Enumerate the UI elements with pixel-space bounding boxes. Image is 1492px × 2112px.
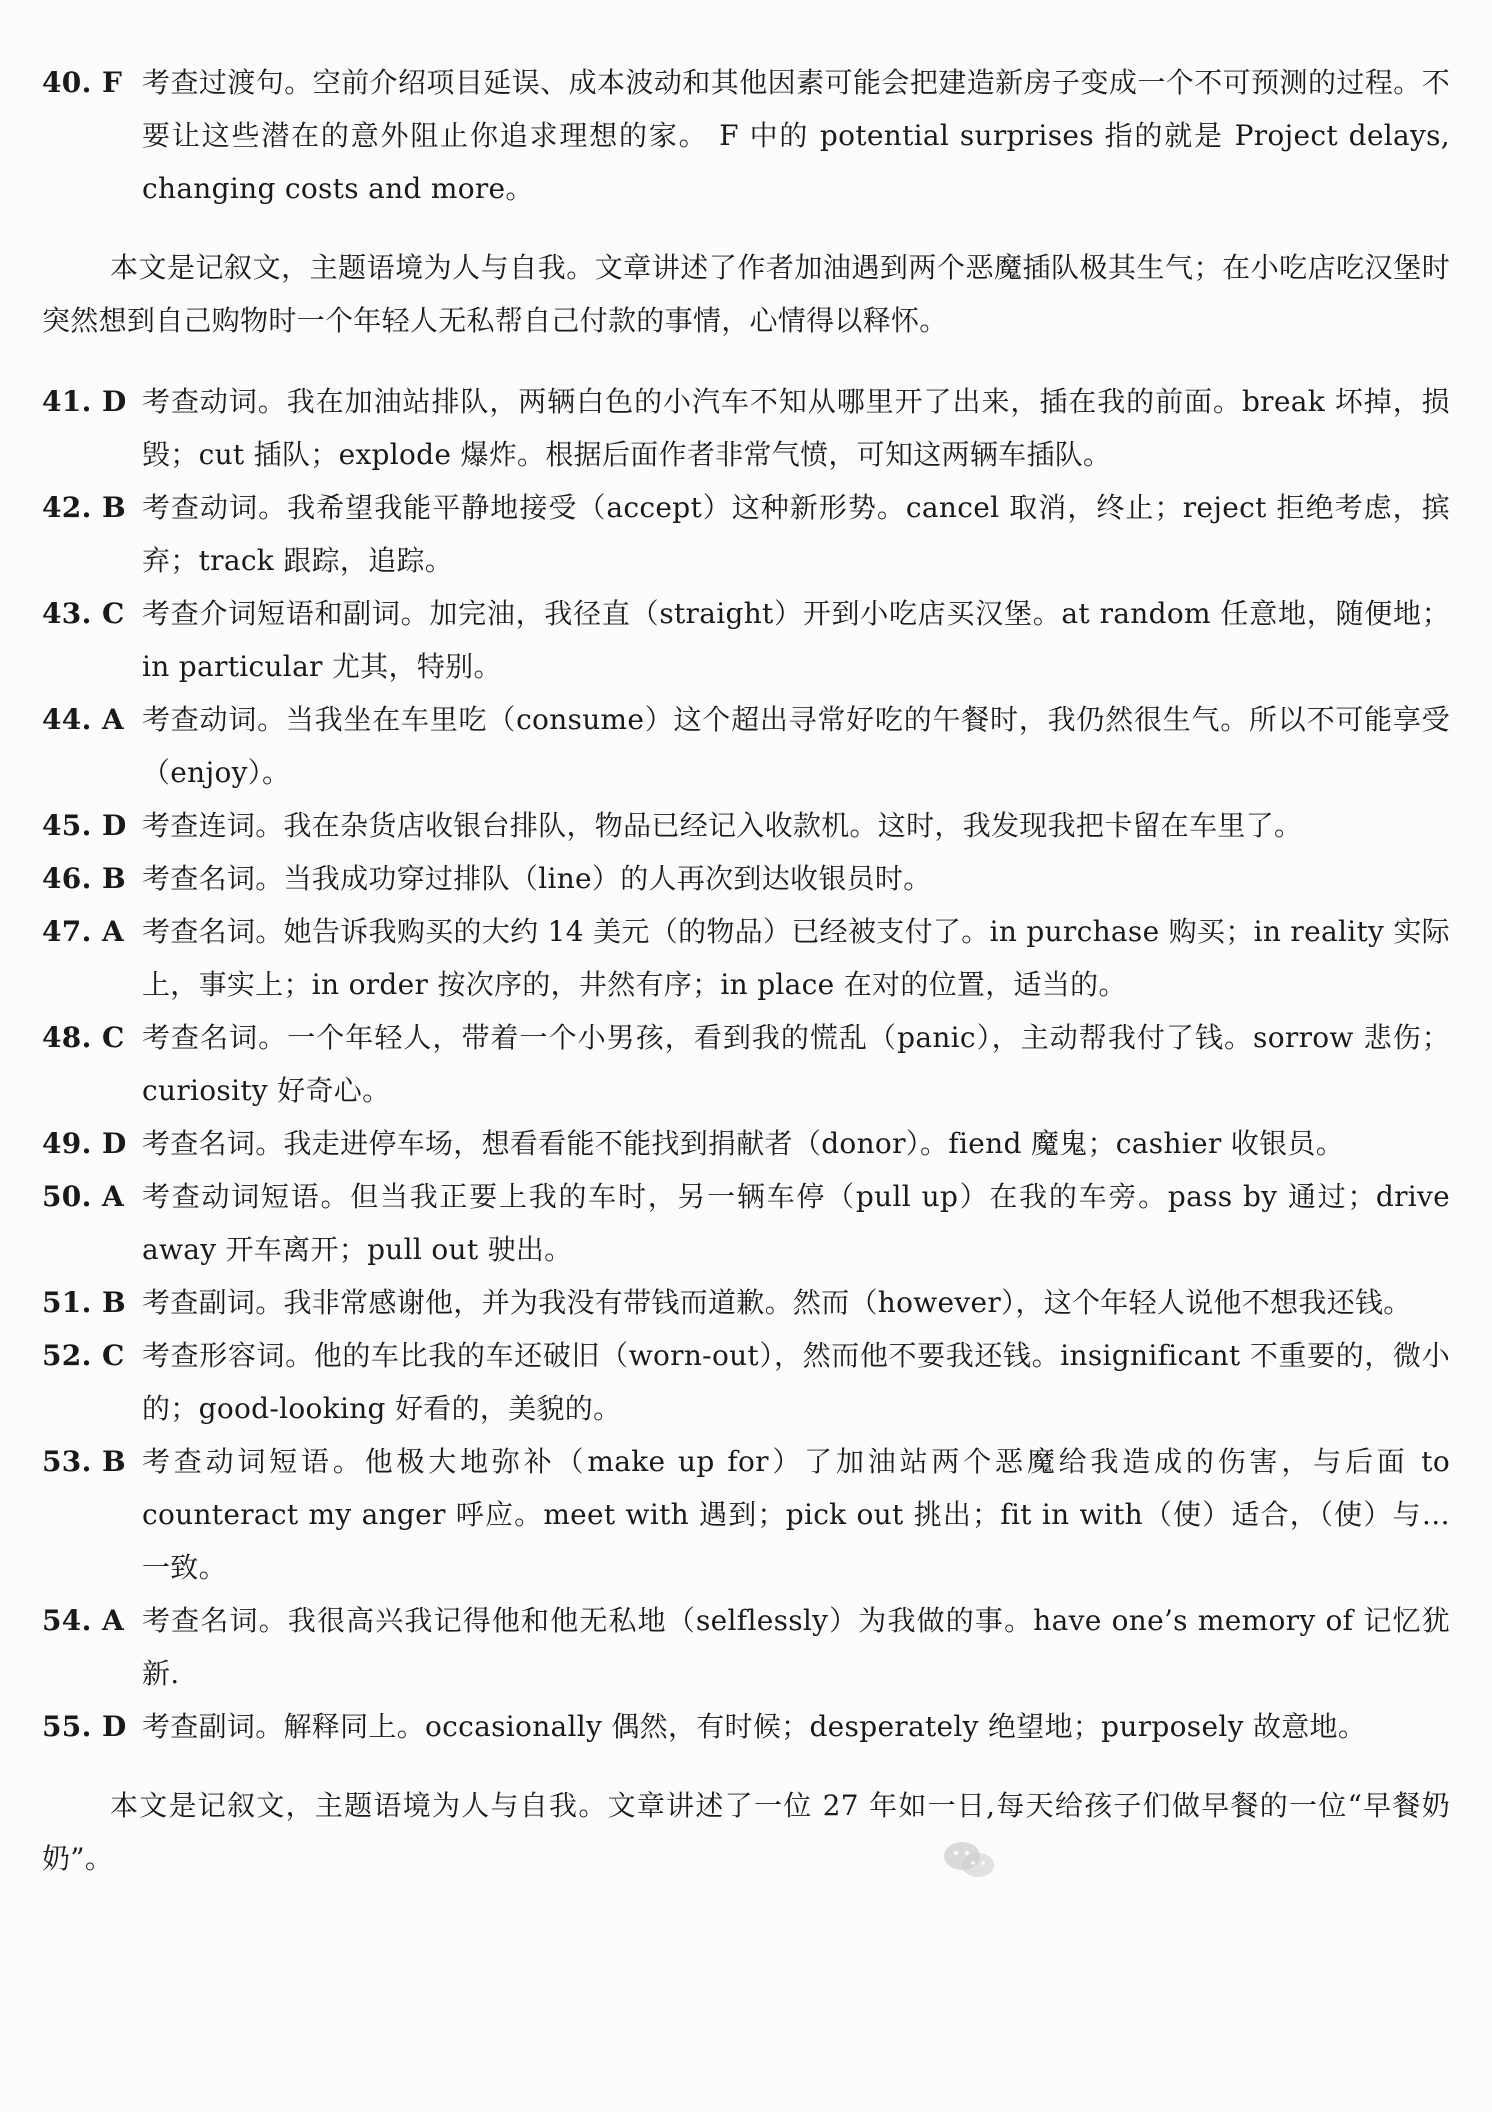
answer-explanation: 考查名词。我很高兴我记得他和他无私地（selflessly）为我做的事。have one’s memory of 记忆犹新. (142, 1604, 1450, 1690)
question-number: 49. (42, 1127, 92, 1160)
passage-summary-1: 本文是记叙文，主题语境为人与自我。文章讲述了作者加油遇到两个恶魔插队极其生气；在小吃店吃汉堡时突然想到自己购物时一个年轻人无私帮自己付款的事情，心情得以释怀。 (42, 251, 1450, 337)
answer-explanation: 考查名词。我走进停车场，想看看能不能找到捐献者（donor）。fiend 魔鬼；cashier 收银员。 (142, 1127, 1344, 1160)
question-number: 45. (42, 809, 92, 842)
answer-letter: A (102, 1604, 125, 1637)
answer-explanation: 考查过渡句。空前介绍项目延误、成本波动和其他因素可能会把建造新房子变成一个不可预测的过程。不要让这些潜在的意外阻止你追求理想的家。 F 中的 potential surprises 指的就是 Project delays, changing costs and more。 (142, 66, 1450, 205)
question-number: 50. (42, 1180, 92, 1213)
answer-explanation: 考查介词短语和副词。加完油，我径直（straight）开到小吃店买汉堡。at random 任意地，随便地；in particular 尤其，特别。 (142, 597, 1450, 683)
passage-summary-2: 本文是记叙文，主题语境为人与自我。文章讲述了一位 27 年如一日,每天给孩子们做早餐的一位“早餐奶奶”。 (42, 1789, 1450, 1875)
question-number: 41. (42, 385, 92, 418)
answer-item (42, 693, 1450, 799)
answer-explanation: 考查连词。我在杂货店收银台排队，物品已经记入收款机。这时，我发现我把卡留在车里了。 (142, 809, 1303, 842)
answer-letter: D (102, 385, 127, 418)
answer-item (42, 375, 1450, 481)
answer-explanation: 考查名词。她告诉我购买的大约 14 美元（的物品）已经被支付了。in purchase 购买；in reality 实际上，事实上；in order 按次序的，井然有序；in place 在对的位置，适当的。 (142, 915, 1450, 1001)
question-number: 47. (42, 915, 92, 948)
answer-letter: C (102, 1021, 125, 1054)
answer-letter: C (102, 597, 125, 630)
answer-item (42, 1117, 1450, 1170)
answer-letter: B (102, 862, 126, 895)
answer-item (42, 799, 1450, 852)
answer-explanation: 考查动词短语。他极大地弥补（make up for）了加油站两个恶魔给我造成的伤害，与后面 to counteract my anger 呼应。meet with 遇到；pick out 挑出；fit in with（使）适合，（使）与…一致。 (142, 1445, 1450, 1584)
answer-item (42, 1435, 1450, 1594)
question-number: 54. (42, 1604, 92, 1637)
answer-letter: A (102, 1180, 125, 1213)
answer-item (42, 852, 1450, 905)
answer-item (42, 56, 1450, 215)
answer-letter: B (102, 1286, 126, 1319)
answer-item (42, 1011, 1450, 1117)
answer-item (42, 481, 1450, 587)
answer-letter: F (102, 66, 123, 99)
answer-letter: B (102, 1445, 126, 1478)
answer-letter: C (102, 1339, 125, 1372)
answer-list-main (42, 375, 1450, 1753)
answer-letter: D (102, 809, 127, 842)
answer-explanation: 考查动词。当我坐在车里吃（consume）这个超出寻常好吃的午餐时，我仍然很生气。所以不可能享受（enjoy）。 (142, 703, 1450, 789)
question-number: 48. (42, 1021, 92, 1054)
answer-letter: D (102, 1710, 127, 1743)
question-number: 42. (42, 491, 92, 524)
question-number: 52. (42, 1339, 92, 1372)
answer-item (42, 905, 1450, 1011)
answer-explanation: 考查动词。我在加油站排队，两辆白色的小汽车不知从哪里开了出来，插在我的前面。break 坏掉，损毁；cut 插队；explode 爆炸。根据后面作者非常气愤，可知这两辆车插队。 (142, 385, 1450, 471)
answer-letter: D (102, 1127, 127, 1160)
question-number: 46. (42, 862, 92, 895)
wechat-watermark-icon (940, 1838, 1000, 1882)
answer-item (42, 1700, 1450, 1753)
answer-explanation: 考查副词。我非常感谢他，并为我没有带钱而道歉。然而（however），这个年轻人说他不想我还钱。 (142, 1286, 1412, 1319)
answer-explanation: 考查形容词。他的车比我的车还破旧（worn-out），然而他不要我还钱。insignificant 不重要的，微小的；good-looking 好看的，美貌的。 (142, 1339, 1450, 1425)
answer-letter: B (102, 491, 126, 524)
question-number: 40. (42, 66, 92, 99)
answer-list-top (42, 56, 1450, 215)
answer-explanation: 考查名词。一个年轻人，带着一个小男孩，看到我的慌乱（panic），主动帮我付了钱。sorrow 悲伤；curiosity 好奇心。 (142, 1021, 1450, 1107)
question-number: 43. (42, 597, 92, 630)
answer-item (42, 1594, 1450, 1700)
answer-explanation: 考查动词短语。但当我正要上我的车时，另一辆车停（pull up）在我的车旁。pass by 通过；drive away 开车离开；pull out 驶出。 (142, 1180, 1450, 1266)
answer-item (42, 1329, 1450, 1435)
question-number: 53. (42, 1445, 92, 1478)
answer-letter: A (102, 915, 125, 948)
answer-letter: A (102, 703, 125, 736)
answer-item (42, 1170, 1450, 1276)
answer-explanation: 考查副词。解释同上。occasionally 偶然，有时候；desperately 绝望地；purposely 故意地。 (142, 1710, 1367, 1743)
answer-explanation: 考查名词。当我成功穿过排队（line）的人再次到达收银员时。 (142, 862, 932, 895)
answer-explanation: 考查动词。我希望我能平静地接受（accept）这种新形势。cancel 取消，终止；reject 拒绝考虑，摈弃；track 跟踪，追踪。 (142, 491, 1450, 577)
question-number: 44. (42, 703, 92, 736)
answer-item (42, 1276, 1450, 1329)
question-number: 51. (42, 1286, 92, 1319)
question-number: 55. (42, 1710, 92, 1743)
answer-item (42, 587, 1450, 693)
